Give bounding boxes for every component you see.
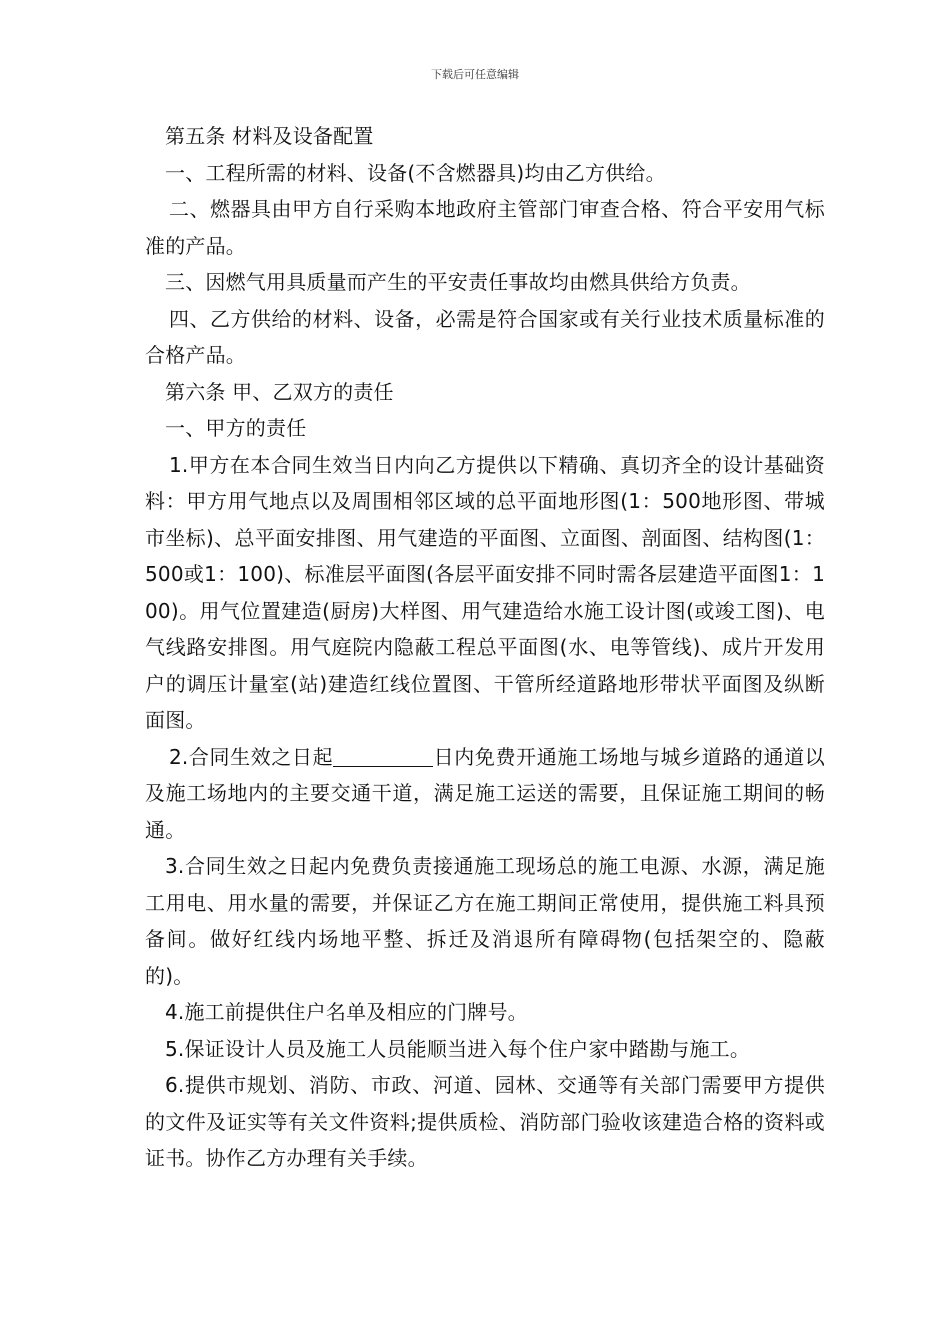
article-5-title: 第五条 材料及设备配置 — [165, 124, 374, 148]
document-body — [145, 118, 825, 1177]
party-a-item-6: 6.提供市规划、消防、市政、河道、园林、交通等有关部门需要甲方提供的文件及证实等有关文件资料;提供质检、消防部门验收该建造合格的资料或证书。协作乙方办理有关手续。 — [145, 1073, 825, 1170]
article-6-section-1: 一、甲方的责任 — [165, 416, 307, 440]
item-2-lead-text: 2.合同生效之日起 — [169, 744, 334, 769]
article-6-title: 第六条 甲、乙双方的责任 — [165, 379, 394, 404]
article-5-clause-2: 二、燃器具由甲方自行采购本地政府主管部门审查合格、符合平安用气标准的产品。 — [145, 197, 825, 258]
item-2-trail-text: 日内免费开通施工场地与城乡道路的通道以及施工场地内的主要交通干道，满足施工运送的需要，且保证施工期间的畅通。 — [145, 744, 825, 842]
party-a-item-2 — [145, 739, 825, 849]
article-5-clause-3: 三、因燃气用具质量而产生的平安责任事故均由燃具供给方负责。 — [165, 270, 751, 294]
party-a-item-1: 1.甲方在本合同生效当日内向乙方提供以下精确、真切齐全的设计基础资料：甲方用气地点以及周围相邻区域的总平面地形图(1：500地形图、带城市坐标)、总平面安排图、用气建造的平面图、立面图、剖面图、结构图(1：500或1：100)、标准层平面图(各层平面安排不同时需各层建造平面图1：100)。用气位置建造(厨房)大样图、用气建造给水施工设计图(或竣工图)、电气线路安排图。用气庭院内隐蔽工程总平面图(水、电等管线)、成片开发用户的调压计量室(站)建造红线位置图、干管所经道路地形带状平面图及纵断面图。 — [145, 452, 825, 732]
article-5-clause-1: 一、工程所需的材料、设备(不含燃器具)均由乙方供给。 — [165, 160, 666, 185]
party-a-item-4: 4.施工前提供住户名单及相应的门牌号。 — [165, 1000, 528, 1024]
page-header: 下载后可任意编辑 — [431, 68, 519, 81]
fill-in-blank — [333, 748, 433, 767]
article-5-clause-4: 四、乙方供给的材料、设备，必需是符合国家或有关行业技术质量标准的合格产品。 — [145, 306, 825, 367]
party-a-item-3: 3.合同生效之日起内免费负责接通施工现场总的施工电源、水源，满足施工用电、用水量的需要，并保证乙方在施工期间正常使用，提供施工料具预备间。做好红线内场地平整、拆迁及消退所有障碍物(包括架空的、隐蔽的)。 — [145, 854, 825, 988]
party-a-item-5: 5.保证设计人员及施工人员能顺当进入每个住户家中踏勘与施工。 — [165, 1036, 751, 1061]
